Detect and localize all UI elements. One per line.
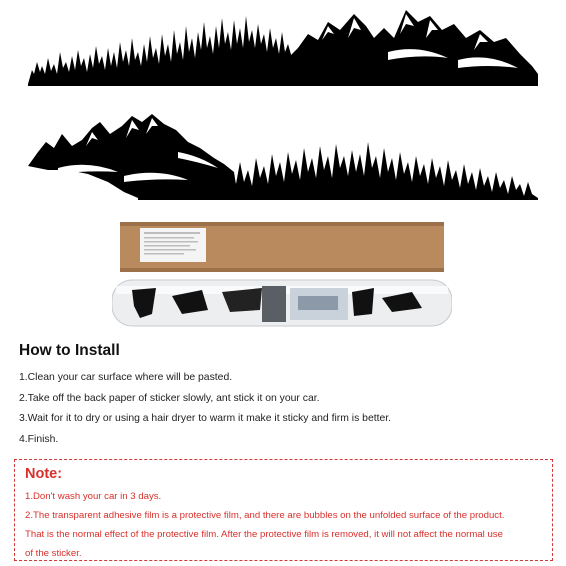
note-line: 1.Don't wash your car in 3 days. — [25, 491, 162, 502]
decal-bottom-image — [28, 112, 538, 202]
mountain-forest-decal-icon — [28, 10, 538, 86]
install-step: 4.Finish. — [19, 433, 59, 445]
install-step: 2.Take off the back paper of sticker slowly, ant stick it on your car. — [19, 392, 320, 404]
decal-top-image — [28, 8, 538, 88]
install-step: 3.Wait for it to dry or using a hair dryer to warm it make it sticky and firm is better. — [19, 413, 392, 424]
product-package-image — [112, 218, 452, 330]
note-box — [14, 459, 553, 561]
install-section — [19, 342, 549, 450]
note-line: of the sticker. — [25, 548, 82, 559]
mountain-forest-decal-icon — [28, 114, 538, 200]
install-title: How to Install — [19, 342, 120, 359]
packaging-box-icon — [120, 222, 444, 272]
install-step: 1.Clean your car surface where will be pasted. — [19, 372, 233, 383]
note-line: That is the normal effect of the protective film. After the protective film is removed, it will not affect the normal use — [25, 529, 503, 540]
install-steps — [19, 368, 549, 450]
note-title: Note: — [25, 466, 63, 482]
note-line: 2.The transparent adhesive film is a protective film, and there are bubbles on the unfolded surface of the product. — [25, 510, 505, 521]
sticker-roll-icon — [112, 280, 452, 326]
